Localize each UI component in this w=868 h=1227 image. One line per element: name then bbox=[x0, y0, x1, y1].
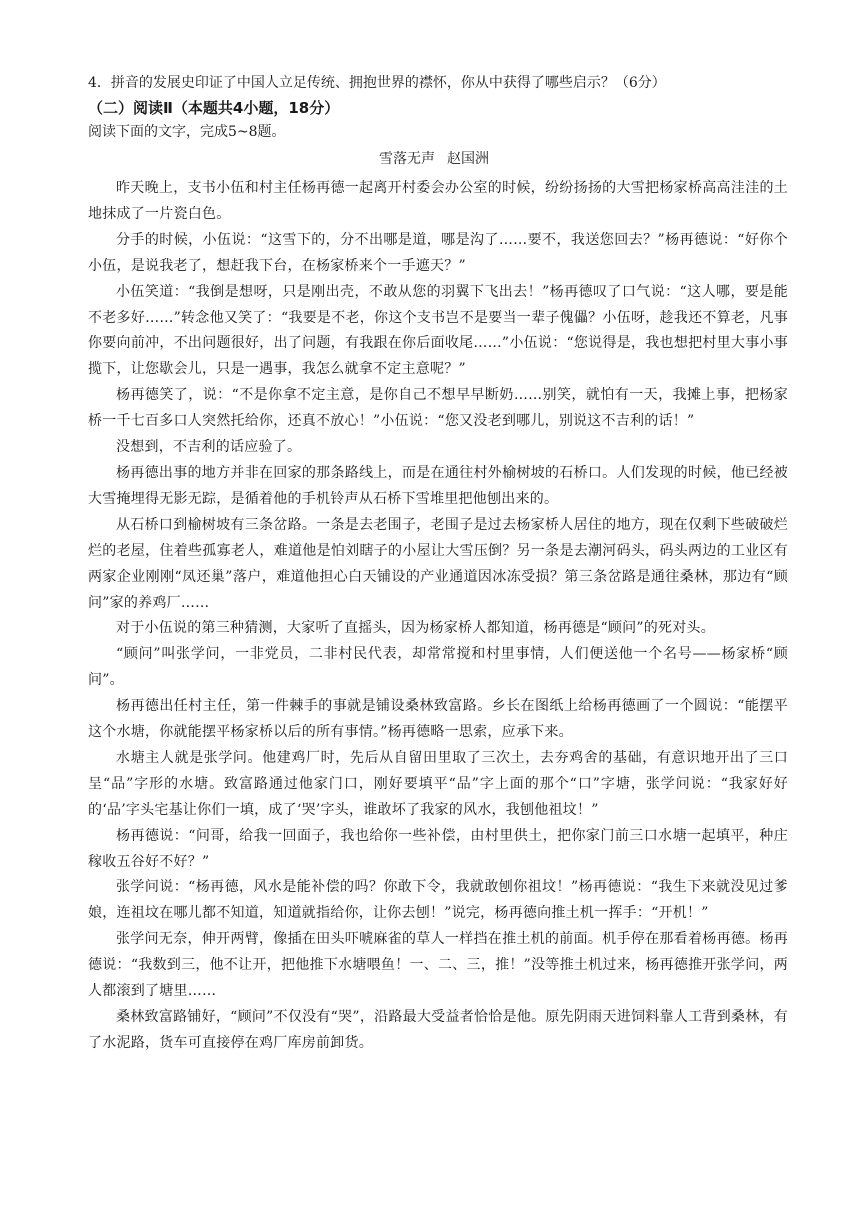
paragraph: 杨再德笑了，说：“不是你拿不定主意，是你自己不想早早断奶……别笑，就怕有一天，我摊上事，把杨家桥一千七百多口人突然托给你，还真不放心！”小伍说：“您又没老到哪儿，别说这不吉利的话！” bbox=[88, 387, 788, 430]
paragraph: “顾问”叫张学问，一非党员，二非村民代表，却常常搅和村里事情，人们便送他一个名号——杨家桥“顾问”。 bbox=[88, 646, 788, 689]
reading-instruction: 阅读下面的文字，完成5~8题。 bbox=[88, 124, 286, 140]
paragraph: 从石桥口到榆树坡有三条岔路。一条是去老围子，老围子是过去杨家桥人居住的地方，现在仅剩下些破破烂烂的老屋，住着些孤寡老人，难道他是怕刘瞎子的小屋让大雪压倒？另一条是去潮河码头，码头两边的工业区有两家企业刚刚“凤还巢”落户，难道他担心白天铺设的产业通道因冰冻受损？第三条岔路是通往桑林，那边有“顾问”家的养鸡厂…… bbox=[88, 516, 788, 611]
paragraph: 杨再德出任村主任，第一件棘手的事就是铺设桑林致富路。乡长在图纸上给杨再德画了一个圆说：“能摆平这个水塘，你就能摆平杨家桥以后的所有事情。”杨再德略一思索，应承下来。 bbox=[88, 698, 788, 741]
paragraph: 没想到，不吉利的话应验了。 bbox=[116, 439, 302, 456]
paragraph: 杨再德说：“问哥，给我一回面子，我也给你一些补偿，由村里供土，把你家门前三口水塘一起填平，种庄稼收五谷好不好？” bbox=[88, 827, 788, 870]
paragraph: 桑林致富路铺好，“顾问”不仅没有“哭”，沿路最大受益者恰恰是他。原先阴雨天进饲料靠人工背到桑林，有了水泥路，货车可直接停在鸡厂库房前卸货。 bbox=[88, 1009, 788, 1051]
paragraph: 小伍笑道：“我倒是想呀，只是刚出壳，不敢从您的羽翼下飞出去！”杨再德叹了口气说：“这人哪，要是能不老多好……”转念他又笑了：“我要是不老，你这个支书岂不是要当一辈子傀儡？小伍呀，趁我还不算老，凡事你要向前冲，不出问题很好，出了问题，有我跟在你后面收尾……”小伍说：“您说得是，我也想把村里大事小事揽下，让您歇会儿，只是一遇事，我怎么就拿不定主意呢？” bbox=[88, 283, 788, 378]
article-title-line bbox=[0, 149, 868, 169]
paragraph: 昨天晚上，支书小伍和村主任杨再德一起离开村委会办公室的时候，纷纷扬扬的大雪把杨家桥高高洼洼的土地抹成了一片瓷白色。 bbox=[88, 180, 788, 222]
article-body bbox=[88, 176, 788, 1057]
paragraph: 杨再德出事的地方并非在回家的那条路线上，而是在通往村外榆树坡的石桥口。人们发现的时候，他已经被大雪掩埋得无影无踪，是循着他的手机铃声从石桥下雪堆里把他刨出来的。 bbox=[88, 464, 788, 507]
section-heading: （二）阅读Ⅱ（本题共4小题，18分） bbox=[88, 99, 340, 117]
paragraph: 水塘主人就是张学问。他建鸡厂时，先后从自留田里取了三次土，去夯鸡舍的基础，有意识地开出了三口呈“品”字形的水塘。致富路通过他家门口，刚好要填平“品”字上面的那个“口”字塘，张学问说：“我家好好的‘品’字头宅基让你们一填，成了‘哭’字头，谁敢坏了我家的风水，我刨他祖坟！” bbox=[88, 749, 788, 818]
article-title: 雪落无声 bbox=[379, 151, 435, 167]
question-4: 4．拼音的发展史印证了中国人立足传统、拥抱世界的襟怀，你从中获得了哪些启示？（6分） bbox=[88, 75, 666, 91]
paragraph: 分手的时候，小伍说：“这雪下的，分不出哪是道，哪是沟了……要不，我送您回去？”杨再德说：“好你个小伍，是说我老了，想赶我下台，在杨家桥来个一手遮天？” bbox=[88, 231, 788, 274]
paragraph: 对于小伍说的第三种猜测，大家听了直摇头，因为杨家桥人都知道，杨再德是“顾问”的死对头。 bbox=[116, 620, 716, 637]
paragraph: 张学问无奈，伸开两臂，像插在田头吓唬麻雀的草人一样挡在推土机的前面。机手停在那看着杨再德。杨再德说：“我数到三，他不让开，把他推下水塘喂鱼！一、二、三，推！”没等推土机过来，杨再德推开张学问，两人都滚到了塘里…… bbox=[88, 931, 788, 1000]
paragraph: 张学问说：“杨再德，风水是能补偿的吗？你敢下令，我就敢刨你祖坟！”杨再德说：“我生下来就没见过爹娘，连祖坟在哪儿都不知道，知道就指给你，让你去刨！”说完，杨再德向推土机一挥手：“开机！” bbox=[88, 879, 788, 922]
article-author: 赵国洲 bbox=[447, 151, 489, 167]
